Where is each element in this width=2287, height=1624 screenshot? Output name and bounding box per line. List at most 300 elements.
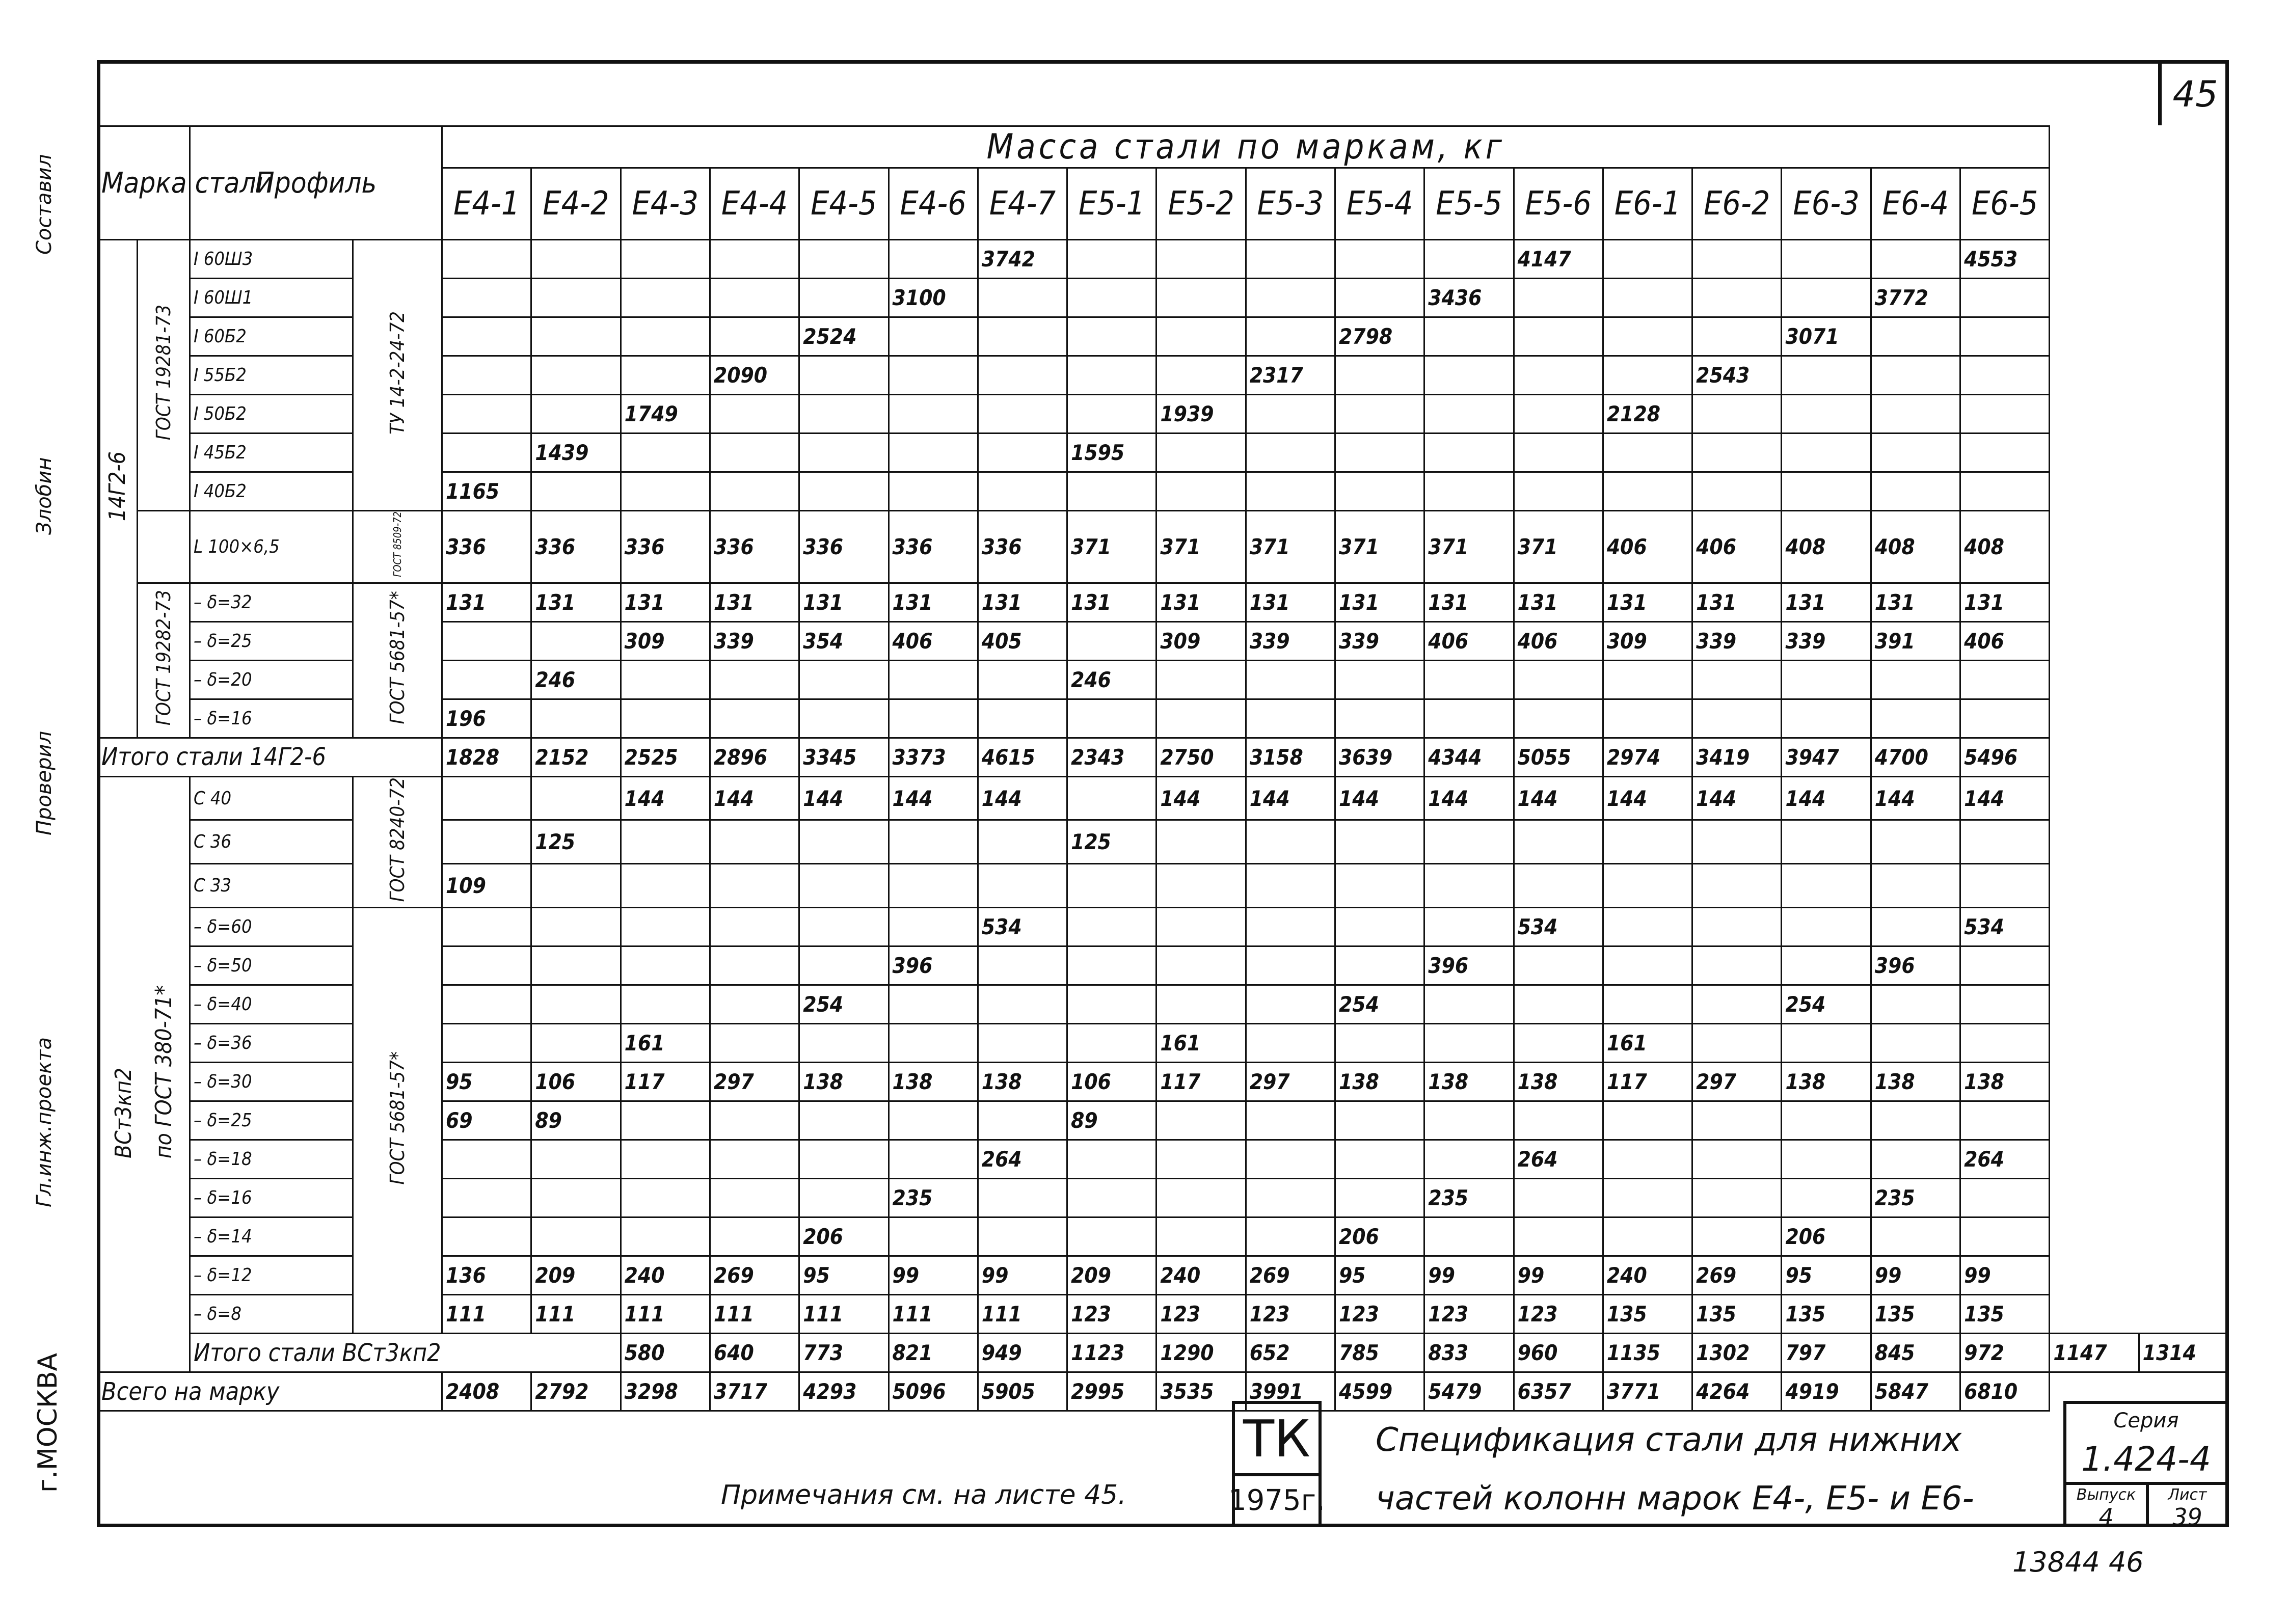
value-cell: 144	[978, 776, 1067, 820]
value-cell: 297	[710, 1063, 799, 1101]
value-cell	[531, 279, 621, 317]
value-cell: 1828	[442, 738, 531, 776]
tk-year: 1975г.	[1232, 1473, 1322, 1527]
footer-note: Примечания см. на листе 45.	[721, 1480, 1126, 1510]
value-cell	[1424, 864, 1514, 908]
value-cell: 309	[1156, 621, 1246, 660]
value-cell: 89	[531, 1101, 621, 1140]
value-cell	[1156, 472, 1246, 511]
value-cell	[1782, 908, 1871, 946]
value-cell	[1067, 699, 1156, 738]
value-cell	[1782, 395, 1871, 434]
value-cell	[1692, 1024, 1782, 1063]
issue-label: Выпуск	[2076, 1486, 2136, 1504]
value-cell	[621, 699, 710, 738]
value-cell	[1692, 660, 1782, 699]
value-cell: 1939	[1156, 395, 1246, 434]
value-cell: 339	[1692, 621, 1782, 660]
value-cell: 797	[1782, 1334, 1871, 1372]
group1-std-e-text: ГОСТ 5681-57*	[386, 591, 409, 724]
value-cell	[710, 240, 799, 279]
value-cell	[1960, 1101, 2050, 1140]
value-cell: 3298	[621, 1372, 710, 1411]
group1-std-b	[353, 240, 442, 511]
value-cell: 99	[1514, 1256, 1603, 1295]
value-cell: 5096	[889, 1372, 978, 1411]
value-cell	[621, 279, 710, 317]
value-cell: 821	[889, 1334, 978, 1372]
value-cell: 4553	[1960, 240, 2050, 279]
value-cell	[621, 946, 710, 985]
spec-table	[97, 125, 2229, 1412]
value-cell	[1782, 240, 1871, 279]
value-cell	[1424, 1024, 1514, 1063]
group1-std-d-text: ГОСТ 19282-73	[152, 590, 175, 726]
value-cell: 5479	[1424, 1372, 1514, 1411]
value-cell	[978, 660, 1067, 699]
profile-cell: – δ=36	[190, 1024, 353, 1063]
value-cell	[889, 472, 978, 511]
value-cell	[978, 434, 1067, 472]
value-cell	[1156, 1217, 1246, 1256]
value-cell	[1514, 820, 1603, 864]
value-cell	[710, 985, 799, 1024]
value-cell	[531, 1179, 621, 1217]
column-header: Е4-4	[710, 168, 799, 240]
value-cell: 3158	[1246, 738, 1335, 776]
value-cell	[1335, 279, 1424, 317]
value-cell: 972	[1960, 1334, 2050, 1372]
archive-number: 13844 46	[2012, 1546, 2144, 1578]
value-cell	[1335, 820, 1424, 864]
value-cell	[1692, 1140, 1782, 1179]
value-cell	[1335, 946, 1424, 985]
value-cell: 144	[799, 776, 889, 820]
value-cell	[531, 1140, 621, 1179]
value-cell: 111	[799, 1295, 889, 1334]
value-cell	[889, 1101, 978, 1140]
value-cell	[978, 1024, 1067, 1063]
value-cell	[1603, 1101, 1692, 1140]
value-cell	[1246, 240, 1335, 279]
value-cell	[1067, 864, 1156, 908]
value-cell: 371	[1514, 511, 1603, 583]
column-header: Е5-2	[1156, 168, 1246, 240]
table-row	[98, 738, 2228, 776]
value-cell	[1871, 395, 1960, 434]
value-cell	[978, 1179, 1067, 1217]
value-cell	[1960, 434, 2050, 472]
series-value: 1.424-4	[2081, 1440, 2211, 1479]
header-mass-title: Масса стали по маркам, кг	[442, 126, 2050, 168]
value-cell: 135	[1692, 1295, 1782, 1334]
value-cell: 406	[1424, 621, 1514, 660]
value-cell	[1246, 699, 1335, 738]
value-cell: 297	[1246, 1063, 1335, 1101]
value-cell: 131	[1603, 583, 1692, 621]
value-cell	[1424, 395, 1514, 434]
value-cell	[1603, 1140, 1692, 1179]
value-cell	[1692, 317, 1782, 356]
value-cell	[710, 317, 799, 356]
profile-cell: L 100×6,5	[190, 511, 353, 583]
value-cell: 254	[799, 985, 889, 1024]
value-cell	[1067, 908, 1156, 946]
profile-cell: – δ=40	[190, 985, 353, 1024]
value-cell	[978, 395, 1067, 434]
value-cell	[1246, 1217, 1335, 1256]
value-cell	[1156, 317, 1246, 356]
value-cell: 264	[978, 1140, 1067, 1179]
value-cell	[1603, 1217, 1692, 1256]
value-cell	[710, 395, 799, 434]
value-cell: 131	[1514, 583, 1603, 621]
value-cell	[1067, 621, 1156, 660]
value-cell	[889, 317, 978, 356]
value-cell	[1871, 1024, 1960, 1063]
value-cell	[531, 985, 621, 1024]
value-cell	[621, 356, 710, 395]
value-cell: 2974	[1603, 738, 1692, 776]
value-cell	[442, 317, 531, 356]
value-cell: 111	[710, 1295, 799, 1334]
value-cell: 135	[1871, 1295, 1960, 1334]
value-cell	[1960, 699, 2050, 738]
value-cell	[1603, 472, 1692, 511]
value-cell: 144	[1603, 776, 1692, 820]
value-cell	[621, 1179, 710, 1217]
value-cell: 209	[1067, 1256, 1156, 1295]
city-label: г.МОСКВА	[33, 1352, 63, 1493]
value-cell: 123	[1335, 1295, 1424, 1334]
value-cell: 99	[889, 1256, 978, 1295]
value-cell	[1424, 317, 1514, 356]
value-cell: 1314	[2139, 1334, 2228, 1372]
value-cell: 6810	[1960, 1372, 2050, 1411]
value-cell: 371	[1246, 511, 1335, 583]
value-cell: 371	[1335, 511, 1424, 583]
profile-cell: – δ=8	[190, 1295, 353, 1334]
value-cell: 135	[1603, 1295, 1692, 1334]
tk-stamp: ТК	[1232, 1401, 1322, 1476]
table-row	[98, 583, 2228, 621]
value-cell: 240	[1603, 1256, 1692, 1295]
value-cell: 144	[1156, 776, 1246, 820]
value-cell	[889, 434, 978, 472]
value-cell	[531, 1217, 621, 1256]
value-cell: 131	[531, 583, 621, 621]
value-cell: 144	[1692, 776, 1782, 820]
sheet-number: 45	[2158, 63, 2229, 125]
value-cell: 845	[1871, 1334, 1960, 1372]
value-cell: 336	[531, 511, 621, 583]
issue-value: 4	[2098, 1503, 2114, 1531]
value-cell	[621, 1140, 710, 1179]
value-cell	[799, 1140, 889, 1179]
value-cell: 95	[1335, 1256, 1424, 1295]
value-cell: 131	[1335, 583, 1424, 621]
profile-cell: – δ=20	[190, 660, 353, 699]
value-cell	[621, 240, 710, 279]
value-cell: 117	[1603, 1063, 1692, 1101]
value-cell: 144	[710, 776, 799, 820]
value-cell: 117	[621, 1063, 710, 1101]
value-cell: 264	[1514, 1140, 1603, 1179]
value-cell	[1603, 864, 1692, 908]
value-cell	[1514, 1217, 1603, 1256]
value-cell: 406	[1514, 621, 1603, 660]
value-cell	[799, 946, 889, 985]
value-cell	[1782, 279, 1871, 317]
value-cell: 1302	[1692, 1334, 1782, 1372]
value-cell: 131	[1782, 583, 1871, 621]
value-cell	[442, 908, 531, 946]
value-cell: 371	[1156, 511, 1246, 583]
value-cell	[1424, 699, 1514, 738]
value-cell	[1246, 395, 1335, 434]
sheet-box	[2146, 1482, 2229, 1531]
value-cell	[1246, 820, 1335, 864]
value-cell	[889, 395, 978, 434]
value-cell: 652	[1246, 1334, 1335, 1372]
value-cell: 144	[889, 776, 978, 820]
value-cell	[1603, 908, 1692, 946]
value-cell	[1514, 1024, 1603, 1063]
value-cell: 144	[1960, 776, 2050, 820]
value-cell: 534	[1514, 908, 1603, 946]
value-cell: 2543	[1692, 356, 1782, 395]
value-cell	[1067, 1140, 1156, 1179]
value-cell	[978, 317, 1067, 356]
value-cell: 89	[1067, 1101, 1156, 1140]
value-cell: 106	[1067, 1063, 1156, 1101]
value-cell	[531, 776, 621, 820]
value-cell	[889, 1024, 978, 1063]
group2-std-b-text: ГОСТ 8240-72	[386, 777, 409, 902]
value-cell	[531, 621, 621, 660]
value-cell: 138	[1424, 1063, 1514, 1101]
value-cell: 3345	[799, 738, 889, 776]
value-cell	[1424, 985, 1514, 1024]
profile-cell: С 40	[190, 776, 353, 820]
value-cell: 125	[1067, 820, 1156, 864]
value-cell: 3771	[1603, 1372, 1692, 1411]
value-cell: 2995	[1067, 1372, 1156, 1411]
column-header: Е4-1	[442, 168, 531, 240]
value-cell	[1424, 1101, 1514, 1140]
value-cell	[442, 240, 531, 279]
value-cell: 406	[889, 621, 978, 660]
value-cell	[442, 356, 531, 395]
value-cell	[1156, 946, 1246, 985]
value-cell: 6357	[1514, 1372, 1603, 1411]
table-row	[98, 908, 2228, 946]
value-cell	[1246, 864, 1335, 908]
value-cell: 131	[1067, 583, 1156, 621]
table-row	[98, 1334, 2228, 1372]
value-cell: 534	[1960, 908, 2050, 946]
value-cell: 3772	[1871, 279, 1960, 317]
value-cell	[1692, 864, 1782, 908]
value-cell	[1514, 699, 1603, 738]
value-cell	[889, 699, 978, 738]
value-cell	[799, 356, 889, 395]
value-cell: 131	[1246, 583, 1335, 621]
value-cell: 2792	[531, 1372, 621, 1411]
value-cell	[1960, 472, 2050, 511]
value-cell	[1960, 864, 2050, 908]
value-cell: 4919	[1782, 1372, 1871, 1411]
value-cell	[1603, 356, 1692, 395]
value-cell: 1749	[621, 395, 710, 434]
value-cell: 161	[1603, 1024, 1692, 1063]
value-cell	[1424, 908, 1514, 946]
value-cell	[978, 472, 1067, 511]
value-cell: 131	[1156, 583, 1246, 621]
value-cell: 111	[889, 1295, 978, 1334]
value-cell	[1782, 1179, 1871, 1217]
value-cell: 246	[1067, 660, 1156, 699]
value-cell: 109	[442, 864, 531, 908]
value-cell	[1514, 317, 1603, 356]
value-cell: 396	[889, 946, 978, 985]
value-cell: 138	[1960, 1063, 2050, 1101]
value-cell: 408	[1782, 511, 1871, 583]
value-cell	[1514, 434, 1603, 472]
value-cell: 406	[1692, 511, 1782, 583]
value-cell: 371	[1424, 511, 1514, 583]
value-cell	[1871, 356, 1960, 395]
value-cell	[1692, 1217, 1782, 1256]
value-cell	[1067, 472, 1156, 511]
value-cell: 144	[1514, 776, 1603, 820]
value-cell	[442, 434, 531, 472]
column-header: Е4-6	[889, 168, 978, 240]
value-cell	[799, 472, 889, 511]
value-cell: 2090	[710, 356, 799, 395]
value-cell: 297	[1692, 1063, 1782, 1101]
profile-cell: I 50Б2	[190, 395, 353, 434]
value-cell	[799, 660, 889, 699]
value-cell	[531, 395, 621, 434]
value-cell: 131	[799, 583, 889, 621]
value-cell	[1692, 395, 1782, 434]
value-cell	[621, 985, 710, 1024]
series-label: Серия	[2113, 1409, 2179, 1432]
side-label-2: Злобин	[33, 457, 56, 535]
profile-cell: – δ=25	[190, 1101, 353, 1140]
value-cell	[889, 660, 978, 699]
profile-cell: I 40Б2	[190, 472, 353, 511]
value-cell	[1603, 1179, 1692, 1217]
value-cell	[531, 356, 621, 395]
value-cell	[1871, 820, 1960, 864]
value-cell	[1871, 908, 1960, 946]
value-cell	[531, 946, 621, 985]
value-cell	[889, 908, 978, 946]
value-cell	[1692, 699, 1782, 738]
value-cell	[442, 946, 531, 985]
value-cell	[1603, 946, 1692, 985]
value-cell	[1067, 395, 1156, 434]
side-label-1: Составил	[33, 154, 56, 255]
side-label-4: Гл.инж.проекта	[33, 1037, 56, 1207]
value-cell: 117	[1156, 1063, 1246, 1101]
profile-cell: I 60Б2	[190, 317, 353, 356]
value-cell	[1335, 1024, 1424, 1063]
value-cell	[531, 908, 621, 946]
value-cell: 4264	[1692, 1372, 1782, 1411]
value-cell: 144	[1782, 776, 1871, 820]
value-cell	[710, 820, 799, 864]
value-cell	[621, 1101, 710, 1140]
value-cell	[978, 1217, 1067, 1256]
value-cell: 405	[978, 621, 1067, 660]
value-cell	[1067, 1217, 1156, 1256]
value-cell	[1514, 946, 1603, 985]
value-cell	[799, 1024, 889, 1063]
value-cell	[1424, 820, 1514, 864]
value-cell	[1067, 356, 1156, 395]
value-cell: 135	[1960, 1295, 2050, 1334]
value-cell: 111	[621, 1295, 710, 1334]
group1-std-e	[353, 583, 442, 738]
value-cell	[1782, 472, 1871, 511]
value-cell	[1514, 356, 1603, 395]
column-header: Е4-5	[799, 168, 889, 240]
value-cell	[799, 1179, 889, 1217]
value-cell	[1603, 317, 1692, 356]
value-cell	[1692, 820, 1782, 864]
value-cell	[710, 1024, 799, 1063]
value-cell	[1960, 660, 2050, 699]
value-cell	[1782, 820, 1871, 864]
value-cell	[710, 946, 799, 985]
column-header: Е4-2	[531, 168, 621, 240]
value-cell: 2896	[710, 738, 799, 776]
total-label: Итого стали 14Г2-6	[98, 738, 442, 776]
value-cell: 773	[799, 1334, 889, 1372]
value-cell: 1147	[2050, 1334, 2139, 1372]
value-cell	[889, 1140, 978, 1179]
value-cell	[621, 820, 710, 864]
value-cell	[1335, 395, 1424, 434]
value-cell: 2128	[1603, 395, 1692, 434]
value-cell: 406	[1603, 511, 1692, 583]
value-cell	[1335, 1179, 1424, 1217]
value-cell: 2408	[442, 1372, 531, 1411]
value-cell	[1692, 1101, 1782, 1140]
value-cell: 2343	[1067, 738, 1156, 776]
value-cell	[1782, 946, 1871, 985]
value-cell	[1871, 1101, 1960, 1140]
value-cell	[710, 1179, 799, 1217]
value-cell	[1335, 660, 1424, 699]
value-cell: 144	[1246, 776, 1335, 820]
value-cell	[1067, 946, 1156, 985]
table-row	[98, 240, 2228, 279]
group1-std-a-text: ГОСТ 19281-73	[152, 305, 175, 441]
value-cell	[1156, 356, 1246, 395]
value-cell: 1165	[442, 472, 531, 511]
value-cell	[889, 864, 978, 908]
value-cell	[1335, 908, 1424, 946]
group2-mark-text: ВСт3кп2	[111, 1067, 137, 1158]
value-cell	[710, 434, 799, 472]
value-cell	[1960, 820, 2050, 864]
value-cell	[1514, 864, 1603, 908]
value-cell	[1424, 240, 1514, 279]
